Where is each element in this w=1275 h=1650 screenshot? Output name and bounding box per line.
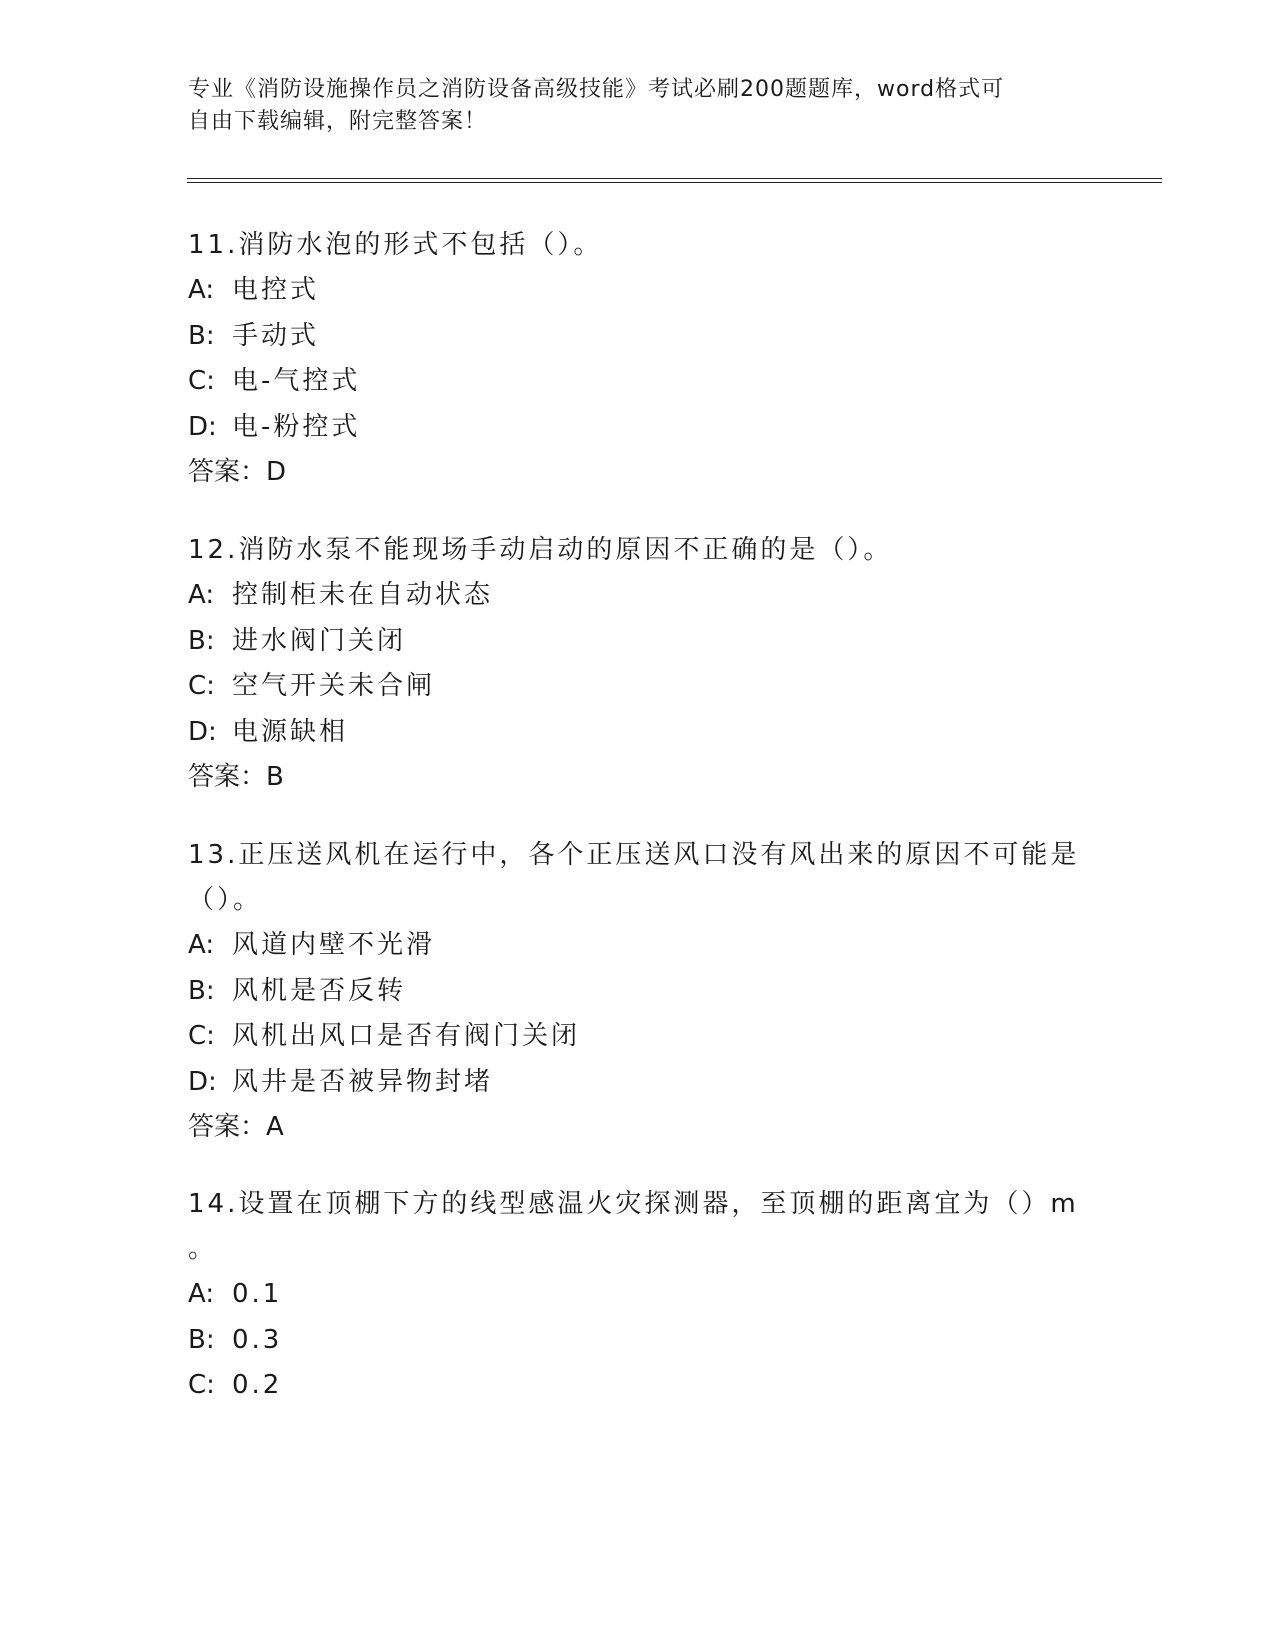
option-text: 电-粉控式: [232, 411, 361, 442]
question-11: [188, 223, 1088, 495]
question-13: [188, 833, 1088, 1150]
option-b: [188, 619, 1088, 665]
question-12: [188, 528, 1088, 800]
option-text: 0.1: [232, 1279, 283, 1309]
option-key: D:: [188, 716, 217, 747]
option-key: A:: [188, 1279, 215, 1309]
option-key: B:: [188, 320, 215, 351]
option-text: 手动式: [232, 320, 320, 351]
option-text: 电控式: [232, 275, 320, 305]
question-stem: 12.消防水泵不能现场手动启动的原因不正确的是（）。: [188, 535, 893, 565]
option-d: [188, 1060, 1088, 1106]
question-14: [188, 1182, 1088, 1409]
option-key: C:: [188, 671, 215, 701]
document-header: [188, 74, 1068, 138]
option-text: 空气开关未合闸: [232, 671, 436, 701]
option-text: 0.2: [232, 1370, 283, 1400]
option-a: [188, 573, 1088, 619]
option-d: [188, 710, 1088, 756]
answer: 答案：A: [188, 1112, 284, 1142]
option-key: A:: [188, 580, 215, 610]
option-text: 控制柜未在自动状态: [232, 580, 494, 610]
option-key: D:: [188, 411, 217, 442]
question-stem-continued: （）。: [188, 885, 263, 915]
option-b: [188, 969, 1088, 1015]
option-b: [188, 1318, 1088, 1364]
option-key: B:: [188, 625, 215, 656]
option-a: [188, 268, 1088, 314]
option-text: 风井是否被异物封堵: [232, 1066, 494, 1097]
question-stem: 11.消防水泡的形式不包括（）。: [188, 230, 603, 260]
question-stem: 14.设置在顶棚下方的线型感温火灾探测器，至顶棚的距离宜为（）m: [188, 1189, 1079, 1219]
question-stem-continued: 。: [188, 1234, 218, 1264]
header-line-2: 自由下载编辑，附完整答案！: [188, 109, 488, 134]
option-key: C:: [188, 366, 215, 396]
option-text: 电源缺相: [232, 716, 349, 747]
option-key: C:: [188, 1021, 215, 1051]
option-text: 风机出风口是否有阀门关闭: [232, 1021, 581, 1051]
option-a: [188, 1272, 1088, 1318]
option-key: B:: [188, 1324, 215, 1355]
option-d: [188, 405, 1088, 451]
header-line-1: 专业《消防设施操作员之消防设备高级技能》考试必刷200题题库，word格式可: [188, 77, 1005, 102]
option-text: 进水阀门关闭: [232, 625, 407, 656]
option-text: 风机是否反转: [232, 975, 407, 1006]
option-b: [188, 314, 1088, 360]
answer: 答案：B: [188, 762, 284, 792]
option-c: [188, 1014, 1088, 1060]
answer: 答案：D: [188, 457, 287, 487]
option-key: C:: [188, 1370, 215, 1400]
header-divider: [187, 178, 1162, 183]
option-key: B:: [188, 975, 215, 1006]
option-a: [188, 923, 1088, 969]
option-text: 0.3: [232, 1324, 283, 1355]
option-text: 电-气控式: [232, 366, 361, 396]
option-c: [188, 1363, 1088, 1409]
option-key: A:: [188, 930, 215, 960]
option-key: A:: [188, 275, 215, 305]
option-key: D:: [188, 1066, 217, 1097]
option-text: 风道内壁不光滑: [232, 930, 436, 960]
option-c: [188, 664, 1088, 710]
option-c: [188, 359, 1088, 405]
question-stem: 13.正压送风机在运行中，各个正压送风口没有风出来的原因不可能是: [188, 840, 1080, 870]
